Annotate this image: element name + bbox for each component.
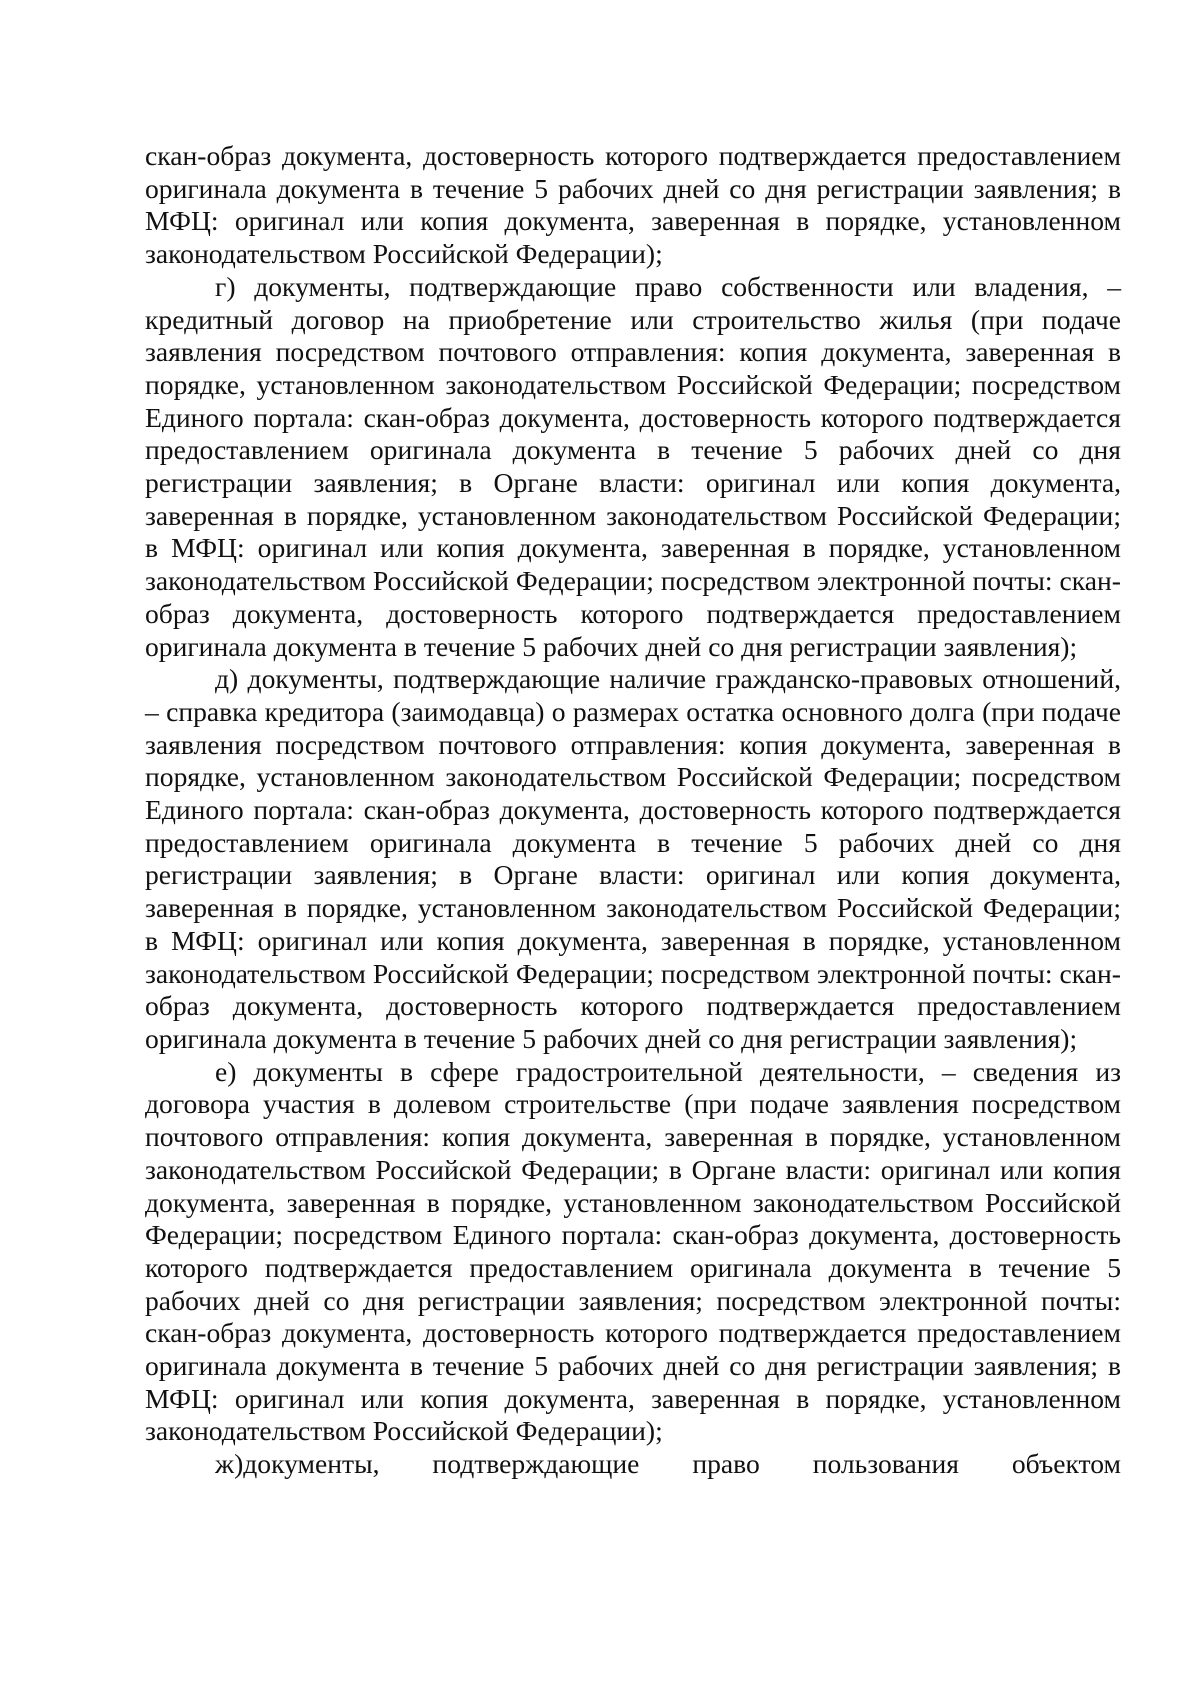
paragraph-item-d: д) документы, подтверждающие наличие гражданско-правовых отношений, – справка кредитора (заимодавца) о размерах остатка основного долга (при подаче заявления посредством почтового отправления: копия документа, заверенная в порядке, установленном законодательством Российской Федерации; посредством Единого портала: скан-образ документа, достоверность которого подтверждается предоставлением оригинала документа в течение 5 рабочих дней со дня регистрации заявления; в Органе власти: оригинал или копия документа, заверенная в порядке, установленном законодательством Российской Федерации; в МФЦ: оригинал или копия документа, заверенная в порядке, установленном законодательством Российской Федерации; посредством электронной почты: скан-образ документа, достоверность которого подтверждается предоставлением оригинала документа в течение 5 рабочих дней со дня регистрации заявления); [145,663,1121,1054]
paragraph-item-e: е) документы в сфере градостроительной деятельности, – сведения из договора участия в долевом строительстве (при подаче заявления посредством почтового отправления: копия документа, заверенная в порядке, установленном законодательством Российской Федерации; в Органе власти: оригинал или копия документа, заверенная в порядке, установленном законодательством Российской Федерации; посредством Единого портала: скан-образ документа, достоверность которого подтверждается предоставлением оригинала документа в течение 5 рабочих дней со дня регистрации заявления; посредством электронной почты: скан-образ документа, достоверность которого подтверждается предоставлением оригинала документа в течение 5 рабочих дней со дня регистрации заявления; в МФЦ: оригинал или копия документа, заверенная в порядке, установленном законодательством Российской Федерации); [145,1055,1121,1447]
paragraph-item-zh: ж)документы, подтверждающие право пользования объектом [215,1448,1121,1480]
paragraph-continuation: скан-образ документа, достоверность которого подтверждается предоставлением оригинала документа в течение 5 рабочих дней со дня регистрации заявления; в МФЦ: оригинал или копия документа, заверенная в порядке, установленном законодательством Российской Федерации); [145,140,1121,270]
document-page [145,140,1121,1481]
paragraph-item-g: г) документы, подтверждающие право собственности или владения, – кредитный договор на приобретение или строительство жилья (при подаче заявления посредством почтового отправления: копия документа, заверенная в порядке, установленном законодательством Российской Федерации; посредством Единого портала: скан-образ документа, достоверность которого подтверждается предоставлением оригинала документа в течение 5 рабочих дней со дня регистрации заявления; в Органе власти: оригинал или копия документа, заверенная в порядке, установленном законодательством Российской Федерации; в МФЦ: оригинал или копия документа, заверенная в порядке, установленном законодательством Российской Федерации; посредством электронной почты: скан-образ документа, достоверность которого подтверждается предоставлением оригинала документа в течение 5 рабочих дней со дня регистрации заявления); [145,270,1121,662]
